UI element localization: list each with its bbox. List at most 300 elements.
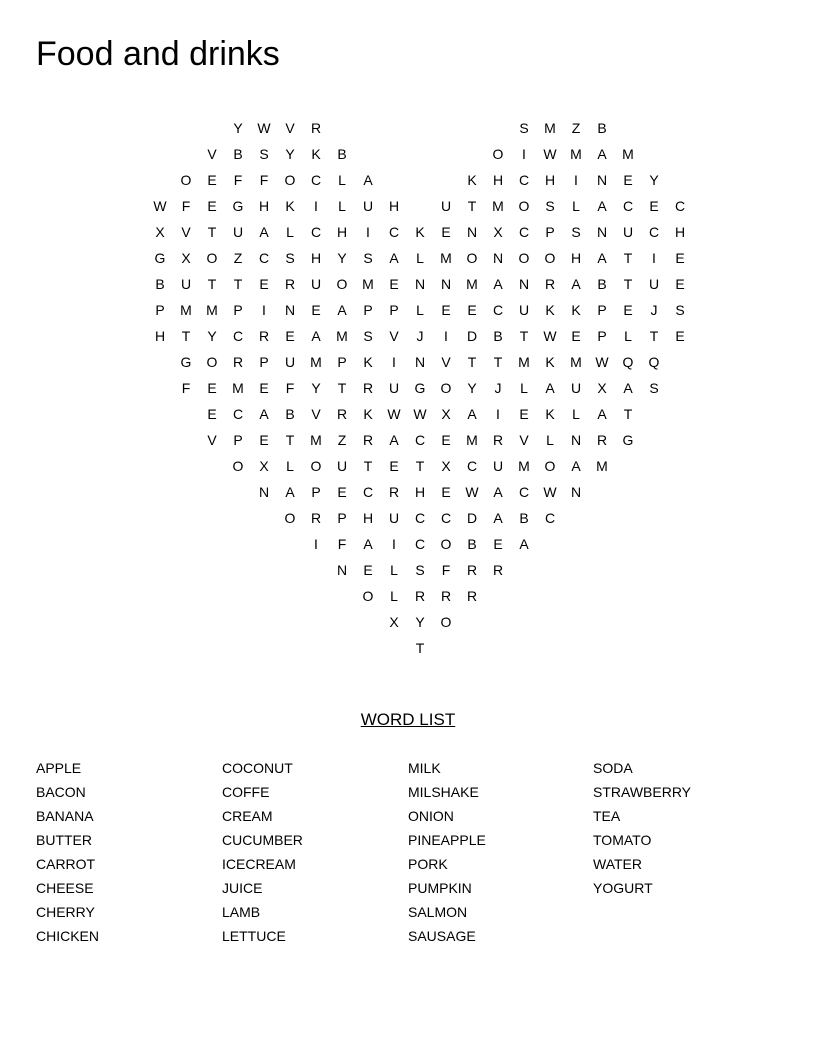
grid-letter: A — [623, 380, 633, 396]
grid-letter: X — [389, 614, 399, 630]
grid-letter: S — [519, 120, 529, 136]
grid-letter: N — [570, 432, 582, 448]
grid-letter: V — [285, 120, 295, 136]
grid-letter: U — [284, 354, 296, 370]
grid-letter: C — [544, 510, 556, 526]
grid-letter: A — [597, 146, 607, 162]
grid-letter: C — [518, 224, 530, 240]
grid-letter: O — [492, 146, 504, 162]
grid-letter: A — [597, 198, 607, 214]
grid-letter: B — [285, 406, 295, 422]
grid-letter: L — [390, 562, 398, 578]
word-list-item: MILK — [408, 760, 441, 776]
grid-letter: S — [363, 250, 373, 266]
grid-letter: O — [544, 250, 556, 266]
grid-letter: A — [493, 510, 503, 526]
grid-letter: K — [363, 354, 373, 370]
grid-letter: L — [546, 432, 554, 448]
grid-letter: D — [466, 328, 478, 344]
grid-letter: L — [286, 458, 294, 474]
grid-letter: B — [233, 146, 243, 162]
grid-letter: R — [440, 588, 452, 604]
word-list-column — [408, 756, 593, 948]
grid-letter: P — [155, 302, 165, 318]
grid-letter: K — [467, 172, 477, 188]
grid-letter: V — [207, 432, 217, 448]
grid-letter: B — [597, 120, 607, 136]
grid-letter: E — [441, 224, 451, 240]
grid-letter: V — [207, 146, 217, 162]
grid-letter: Q — [622, 354, 634, 370]
grid-letter: X — [597, 380, 607, 396]
grid-letter: E — [285, 328, 295, 344]
grid-letter: E — [207, 406, 217, 422]
grid-letter: L — [572, 198, 580, 214]
grid-letter: K — [545, 354, 555, 370]
grid-letter: S — [649, 380, 659, 396]
grid-letter: N — [596, 224, 608, 240]
grid-letter: S — [545, 198, 555, 214]
grid-letter: L — [286, 224, 294, 240]
page-title: Food and drinks — [36, 35, 280, 73]
grid-letter: V — [181, 224, 191, 240]
grid-letter: A — [597, 250, 607, 266]
grid-letter: X — [155, 224, 165, 240]
grid-letter: X — [181, 250, 191, 266]
grid-letter: E — [389, 458, 399, 474]
grid-letter: Z — [337, 432, 347, 448]
grid-letter: I — [652, 250, 656, 266]
grid-letter: O — [310, 458, 322, 474]
grid-letter: R — [310, 510, 322, 526]
grid-letter: E — [389, 276, 399, 292]
grid-letter: M — [544, 120, 556, 136]
grid-letter: L — [416, 250, 424, 266]
grid-letter: D — [466, 510, 478, 526]
grid-letter: U — [648, 276, 660, 292]
grid-letter: M — [466, 276, 478, 292]
grid-letter: E — [571, 328, 581, 344]
grid-letter: F — [337, 536, 347, 552]
grid-letter: O — [544, 458, 556, 474]
grid-letter: M — [180, 302, 192, 318]
grid-letter: P — [597, 302, 607, 318]
grid-letter: I — [366, 224, 370, 240]
grid-letter: P — [337, 354, 347, 370]
grid-letter: B — [597, 276, 607, 292]
word-list-item: TOMATO — [593, 832, 652, 848]
grid-letter: H — [414, 484, 426, 500]
grid-letter: L — [338, 198, 346, 214]
grid-letter: I — [262, 302, 266, 318]
grid-letter: A — [467, 406, 477, 422]
grid-letter: C — [414, 432, 426, 448]
grid-letter: P — [389, 302, 399, 318]
grid-letter: O — [232, 458, 244, 474]
grid-letter: H — [388, 198, 400, 214]
grid-letter: M — [310, 354, 322, 370]
grid-letter: H — [154, 328, 166, 344]
grid-letter: K — [545, 302, 555, 318]
grid-letter: I — [314, 198, 318, 214]
grid-letter: U — [440, 198, 452, 214]
word-list-item: LAMB — [222, 904, 261, 920]
grid-letter: M — [518, 354, 530, 370]
grid-letter: L — [572, 406, 580, 422]
grid-letter: V — [311, 406, 321, 422]
grid-letter: W — [257, 120, 271, 136]
grid-letter: F — [285, 380, 295, 396]
grid-letter: R — [596, 432, 608, 448]
grid-letter: E — [311, 302, 321, 318]
grid-letter: C — [648, 224, 660, 240]
grid-letter: E — [259, 276, 269, 292]
grid-letter: Z — [233, 250, 243, 266]
grid-letter: F — [259, 172, 269, 188]
grid-letter: U — [180, 276, 192, 292]
grid-letter: N — [518, 276, 530, 292]
grid-letter: M — [362, 276, 374, 292]
grid-letter: Y — [467, 380, 477, 396]
grid-letter: S — [259, 146, 269, 162]
grid-letter: C — [310, 224, 322, 240]
grid-letter: G — [180, 354, 192, 370]
grid-letter: E — [467, 302, 477, 318]
grid-letter: K — [285, 198, 295, 214]
grid-letter: E — [519, 406, 529, 422]
grid-letter: T — [415, 640, 425, 656]
grid-letter: W — [387, 406, 401, 422]
grid-letter: U — [388, 380, 400, 396]
grid-letter: K — [545, 406, 555, 422]
grid-letter: A — [285, 484, 295, 500]
grid-letter: U — [232, 224, 244, 240]
word-list-item: PUMPKIN — [408, 880, 472, 896]
grid-letter: Y — [415, 614, 425, 630]
grid-letter: W — [153, 198, 167, 214]
word-list-item: PORK — [408, 856, 448, 872]
word-list-item: PINEAPPLE — [408, 832, 486, 848]
grid-letter: W — [465, 484, 479, 500]
grid-letter: B — [519, 510, 529, 526]
grid-letter: O — [440, 536, 452, 552]
grid-letter: O — [206, 354, 218, 370]
grid-letter: T — [207, 224, 217, 240]
grid-letter: I — [392, 354, 396, 370]
grid-letter: G — [232, 198, 244, 214]
grid-letter: T — [467, 198, 477, 214]
word-list-item: TEA — [593, 808, 621, 824]
word-list-item: BACON — [36, 784, 86, 800]
grid-letter: X — [259, 458, 269, 474]
grid-letter: E — [363, 562, 373, 578]
grid-letter: A — [259, 224, 269, 240]
grid-letter: R — [310, 120, 322, 136]
grid-letter: C — [414, 510, 426, 526]
word-list — [36, 756, 796, 956]
grid-letter: C — [414, 536, 426, 552]
grid-letter: W — [413, 406, 427, 422]
grid-letter: M — [622, 146, 634, 162]
grid-letter: N — [258, 484, 270, 500]
grid-letter: C — [258, 250, 270, 266]
grid-letter: T — [493, 354, 503, 370]
grid-letter: T — [519, 328, 529, 344]
grid-letter: G — [622, 432, 634, 448]
grid-letter: E — [675, 328, 685, 344]
word-list-item: APPLE — [36, 760, 82, 776]
grid-letter: N — [596, 172, 608, 188]
grid-letter: U — [388, 510, 400, 526]
grid-letter: H — [492, 172, 504, 188]
word-list-heading: WORD LIST — [360, 710, 456, 729]
grid-letter: O — [440, 380, 452, 396]
grid-letter: R — [544, 276, 556, 292]
word-list-item: WATER — [593, 856, 642, 872]
grid-letter: N — [336, 562, 348, 578]
grid-letter: C — [232, 328, 244, 344]
grid-letter: E — [441, 432, 451, 448]
grid-letter: R — [258, 328, 270, 344]
grid-letter: F — [441, 562, 451, 578]
word-list-column — [36, 756, 221, 948]
grid-letter: A — [571, 276, 581, 292]
grid-letter: T — [623, 250, 633, 266]
word-list-item: JUICE — [222, 880, 263, 896]
grid-letter: C — [622, 198, 634, 214]
word-list-item: CARROT — [36, 856, 96, 872]
grid-letter: C — [310, 172, 322, 188]
grid-letter: P — [545, 224, 555, 240]
grid-letter: I — [574, 172, 578, 188]
grid-letter: M — [232, 380, 244, 396]
grid-letter: Y — [337, 250, 347, 266]
grid-letter: H — [362, 510, 374, 526]
grid-letter: W — [543, 146, 557, 162]
grid-letter: A — [311, 328, 321, 344]
word-list-item: CHEESE — [36, 880, 94, 896]
grid-letter: E — [207, 380, 217, 396]
grid-letter: O — [440, 614, 452, 630]
grid-letter: R — [284, 276, 296, 292]
word-list-item: CHERRY — [36, 904, 95, 920]
grid-letter: W — [595, 354, 609, 370]
grid-letter: N — [466, 224, 478, 240]
grid-letter: E — [441, 484, 451, 500]
grid-letter: J — [650, 302, 658, 318]
word-list-item: LETTUCE — [222, 928, 286, 944]
grid-letter: M — [570, 354, 582, 370]
grid-letter: E — [207, 172, 217, 188]
grid-letter: M — [336, 328, 348, 344]
grid-letter: O — [466, 250, 478, 266]
grid-letter: O — [180, 172, 192, 188]
grid-letter: M — [570, 146, 582, 162]
grid-letter: N — [570, 484, 582, 500]
grid-letter: B — [337, 146, 347, 162]
grid-letter: U — [518, 302, 530, 318]
grid-letter: E — [337, 484, 347, 500]
grid-letter: E — [623, 172, 633, 188]
grid-letter: P — [259, 354, 269, 370]
grid-letter: O — [284, 510, 296, 526]
grid-letter: A — [545, 380, 555, 396]
grid-letter: X — [493, 224, 503, 240]
word-list-item: ICECREAM — [222, 856, 296, 872]
grid-letter: E — [207, 198, 217, 214]
grid-letter: A — [363, 536, 373, 552]
word-list-item: COFFE — [222, 784, 270, 800]
grid-letter: M — [440, 250, 452, 266]
grid-letter: B — [467, 536, 477, 552]
grid-letter: R — [492, 432, 504, 448]
grid-letter: S — [285, 250, 295, 266]
grid-letter: P — [233, 432, 243, 448]
grid-letter: E — [441, 302, 451, 318]
grid-letter: U — [622, 224, 634, 240]
grid-letter: G — [154, 250, 166, 266]
grid-letter: C — [388, 224, 400, 240]
grid-letter: I — [392, 536, 396, 552]
grid-letter: C — [362, 484, 374, 500]
grid-letter: N — [492, 250, 504, 266]
grid-letter: O — [336, 276, 348, 292]
grid-letter: R — [336, 406, 348, 422]
grid-letter: E — [259, 380, 269, 396]
grid-letter: V — [519, 432, 529, 448]
grid-letter: O — [206, 250, 218, 266]
word-list-item: YOGURT — [593, 880, 653, 896]
grid-letter: A — [493, 276, 503, 292]
grid-letter: P — [363, 302, 373, 318]
grid-letter: S — [363, 328, 373, 344]
grid-letter: Y — [233, 120, 243, 136]
grid-letter: O — [362, 588, 374, 604]
grid-letter: T — [233, 276, 243, 292]
grid-letter: C — [232, 406, 244, 422]
grid-letter: X — [441, 406, 451, 422]
grid-letter: E — [493, 536, 503, 552]
grid-letter: M — [206, 302, 218, 318]
word-list-item: CUCUMBER — [222, 832, 303, 848]
grid-letter: H — [336, 224, 348, 240]
grid-letter: M — [596, 458, 608, 474]
grid-letter: I — [522, 146, 526, 162]
grid-letter: P — [337, 510, 347, 526]
grid-letter: R — [362, 432, 374, 448]
grid-letter: G — [414, 380, 426, 396]
grid-letter: L — [390, 588, 398, 604]
grid-letter: U — [492, 458, 504, 474]
grid-letter: U — [310, 276, 322, 292]
grid-letter: K — [415, 224, 425, 240]
grid-letter: N — [414, 354, 426, 370]
grid-letter: Y — [649, 172, 659, 188]
grid-letter: M — [518, 458, 530, 474]
grid-letter: P — [597, 328, 607, 344]
grid-letter: Z — [571, 120, 581, 136]
grid-letter: E — [675, 276, 685, 292]
grid-letter: T — [649, 328, 659, 344]
grid-letter: T — [207, 276, 217, 292]
grid-letter: Y — [285, 146, 295, 162]
grid-letter: U — [336, 458, 348, 474]
word-list-item: BUTTER — [36, 832, 92, 848]
grid-letter: N — [414, 276, 426, 292]
grid-letter: T — [623, 406, 633, 422]
word-list-item: SODA — [593, 760, 633, 776]
grid-letter: C — [492, 302, 504, 318]
grid-letter: F — [233, 172, 243, 188]
grid-letter: R — [466, 562, 478, 578]
grid-letter: L — [624, 328, 632, 344]
grid-letter: H — [674, 224, 686, 240]
grid-letter: P — [233, 302, 243, 318]
grid-letter: J — [416, 328, 424, 344]
grid-letter: S — [675, 302, 685, 318]
grid-letter: B — [493, 328, 503, 344]
grid-letter: T — [337, 380, 347, 396]
grid-letter: E — [623, 302, 633, 318]
grid-letter: R — [232, 354, 244, 370]
grid-letter: K — [363, 406, 373, 422]
grid-letter: R — [466, 588, 478, 604]
grid-letter: Q — [648, 354, 660, 370]
grid-letter: J — [494, 380, 502, 396]
word-list-item: BANANA — [36, 808, 94, 824]
grid-letter: S — [415, 562, 425, 578]
word-list-column — [593, 756, 778, 900]
grid-letter: N — [284, 302, 296, 318]
grid-letter: C — [466, 458, 478, 474]
grid-letter: E — [649, 198, 659, 214]
grid-letter: T — [467, 354, 477, 370]
grid-letter: K — [571, 302, 581, 318]
grid-letter: R — [492, 562, 504, 578]
word-list-item: ONION — [408, 808, 454, 824]
grid-letter: C — [518, 172, 530, 188]
grid-letter: H — [570, 250, 582, 266]
grid-letter: M — [466, 432, 478, 448]
grid-letter: L — [416, 302, 424, 318]
grid-letter: C — [440, 510, 452, 526]
grid-letter: E — [675, 250, 685, 266]
grid-letter: K — [311, 146, 321, 162]
grid-letter: B — [155, 276, 165, 292]
grid-letter: M — [492, 198, 504, 214]
grid-letter: Y — [311, 380, 321, 396]
grid-letter: H — [544, 172, 556, 188]
word-list-item: CHICKEN — [36, 928, 100, 944]
grid-letter: O — [518, 250, 530, 266]
grid-letter: R — [414, 588, 426, 604]
grid-letter: I — [496, 406, 500, 422]
grid-letter: F — [181, 198, 191, 214]
word-list-item: SAUSAGE — [408, 928, 476, 944]
grid-letter: H — [258, 198, 270, 214]
grid-letter: I — [314, 536, 318, 552]
grid-letter: Y — [207, 328, 217, 344]
grid-letter: V — [441, 354, 451, 370]
grid-letter: X — [441, 458, 451, 474]
word-list-item: MILSHAKE — [408, 784, 479, 800]
grid-letter: S — [571, 224, 581, 240]
grid-letter: M — [310, 432, 322, 448]
grid-letter: O — [518, 198, 530, 214]
word-list-column — [222, 756, 407, 948]
grid-letter: T — [285, 432, 295, 448]
grid-letter: U — [570, 380, 582, 396]
